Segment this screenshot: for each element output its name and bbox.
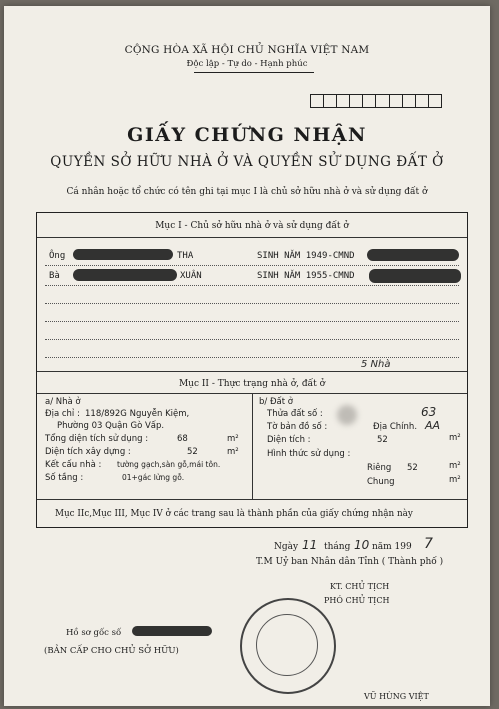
land-area-unit: m² — [449, 433, 461, 443]
map-value: AA — [425, 419, 441, 432]
dotted-line — [45, 265, 459, 266]
map-label: Tờ bản đồ số : — [267, 422, 328, 432]
copy-note: (BẢN CẤP CHO CHỦ SỞ HỮU) — [44, 646, 179, 656]
total-area-unit: m² — [227, 434, 239, 444]
land-area-label: Diện tích : — [267, 435, 311, 445]
floors-value: 01+gác lửng gỗ. — [122, 473, 185, 482]
land-label: b/ Đất ở — [259, 397, 293, 407]
address-line2: Phường 03 Quận Gò Vấp. — [57, 421, 165, 431]
redacted-scribble — [369, 269, 461, 283]
signer-role1: KT. CHỦ TỊCH — [330, 582, 390, 591]
certificate-page — [4, 6, 490, 706]
divider — [37, 371, 467, 372]
house-label: a/ Nhà ở — [45, 397, 81, 407]
owner2-name-fragment: XUÂN — [180, 271, 202, 281]
owner1-info: SINH NĂM 1949-CMND — [257, 251, 355, 261]
authority: T.M Uỷ ban Nhân dân Tỉnh ( Thành phố ) — [256, 557, 444, 567]
redacted-scribble — [73, 249, 173, 260]
owner2-prefix: Bà — [49, 271, 60, 281]
redacted-scribble — [367, 249, 459, 261]
built-area-value: 52 — [187, 447, 198, 457]
handwritten-note: 5 Nhà — [361, 359, 391, 370]
date-day: 11 — [302, 538, 318, 552]
file-number-label: Hồ sơ gốc số — [66, 628, 122, 638]
use-form-label: Hình thức sử dụng : — [267, 449, 351, 459]
divider — [37, 237, 467, 238]
section3-note: Mục IIc,Mục III, Mục IV ở các trang sau là thành phần của giấy chứng nhận này — [55, 509, 413, 519]
floors-label: Số tầng : — [45, 473, 84, 483]
date-year: 7 — [424, 536, 433, 552]
shared-unit: m² — [449, 475, 461, 485]
map-note: Địa Chính. — [373, 422, 418, 432]
land-area-value: 52 — [377, 435, 388, 445]
certificate-intro: Cá nhân hoặc tổ chức có tên ghi tại mục I là chủ sở hữu nhà ở và sử dụng đất ở — [66, 187, 428, 197]
certificate-frame — [36, 212, 468, 528]
dotted-line — [45, 285, 459, 286]
date-year-label: năm 199 — [372, 542, 412, 552]
total-area-label: Tổng diện tích sử dụng : — [45, 434, 149, 444]
dotted-line — [45, 303, 459, 304]
date-month-label: tháng — [324, 542, 351, 552]
dotted-line — [45, 357, 459, 358]
official-seal — [240, 598, 336, 694]
certificate-title: GIẤY CHỨNG NHẬN — [127, 124, 367, 146]
date-day-label: Ngày — [274, 542, 299, 552]
dotted-line — [45, 321, 459, 322]
owner1-prefix: Ông — [49, 251, 66, 261]
serial-number-boxes — [310, 94, 442, 108]
signer-name: VŨ HÙNG VIỆT — [364, 692, 429, 701]
date-month: 10 — [354, 538, 370, 552]
private-value: 52 — [407, 463, 418, 473]
private-label: Riêng — [367, 463, 392, 473]
address-line1: 118/892G Nguyễn Kiệm, — [85, 409, 190, 419]
shared-label: Chung — [367, 477, 395, 487]
address-label: Địa chỉ : — [45, 409, 80, 419]
structure-label: Kết cấu nhà : — [45, 460, 102, 470]
total-area-value: 68 — [177, 434, 188, 444]
section2-heading: Mục II - Thực trạng nhà ở, đất ở — [178, 379, 326, 389]
dotted-line — [45, 339, 459, 340]
structure-value: tường gạch,sàn gỗ,mái tôn. — [117, 460, 221, 469]
section1-heading: Mục I - Chủ sở hữu nhà ở và sử dụng đất ở — [155, 221, 349, 231]
private-unit: m² — [449, 461, 461, 471]
motto-underline — [194, 72, 314, 73]
owner1-name-fragment: THA — [177, 251, 194, 261]
parcel-value: 63 — [421, 405, 437, 419]
redacted-scribble — [132, 626, 212, 636]
built-area-unit: m² — [227, 447, 239, 457]
built-area-label: Diện tích xây dựng : — [45, 447, 131, 457]
owner2-info: SINH NĂM 1955-CMND — [257, 271, 355, 281]
certificate-subtitle: QUYỀN SỞ HỮU NHÀ Ở VÀ QUYỀN SỬ DỤNG ĐẤT Ở — [50, 154, 444, 170]
blurred-area — [337, 405, 357, 425]
divider — [37, 499, 467, 500]
signer-role2: PHÓ CHỦ TỊCH — [324, 596, 390, 605]
national-title: CỘNG HÒA XÃ HỘI CHỦ NGHĨA VIỆT NAM — [124, 44, 370, 56]
parcel-label: Thửa đất số : — [267, 409, 323, 419]
redacted-scribble — [73, 269, 177, 281]
column-divider — [252, 393, 253, 499]
national-motto: Độc lập - Tự do - Hạnh phúc — [186, 59, 308, 69]
